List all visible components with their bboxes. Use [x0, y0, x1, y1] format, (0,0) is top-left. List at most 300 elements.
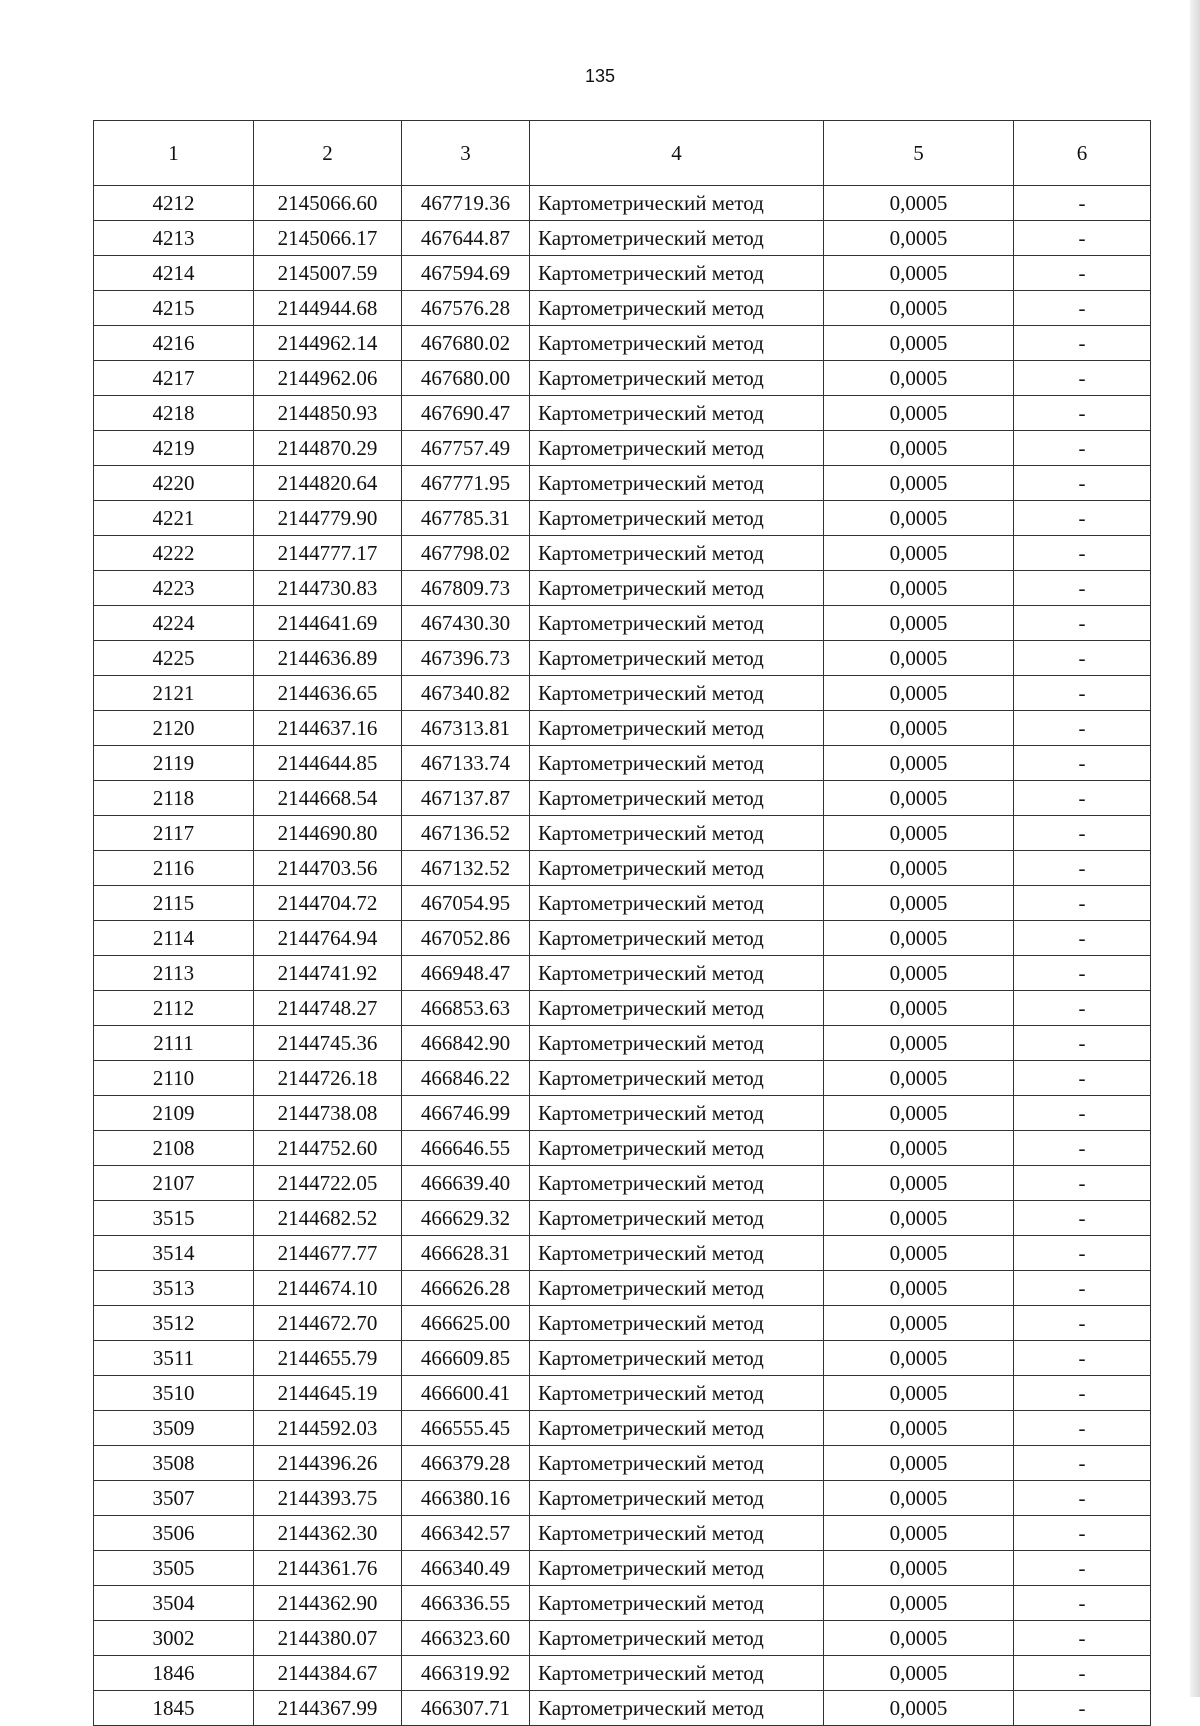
- x-coordinate-cell: 2144722.05: [254, 1166, 402, 1201]
- point-number-cell: 2112: [94, 991, 254, 1026]
- accuracy-cell: 0,0005: [824, 641, 1014, 676]
- accuracy-cell: 0,0005: [824, 781, 1014, 816]
- column-header-2: 2: [254, 121, 402, 186]
- accuracy-cell: 0,0005: [824, 1586, 1014, 1621]
- point-number-cell: 4222: [94, 536, 254, 571]
- method-cell: Картометрический метод: [530, 1061, 824, 1096]
- x-coordinate-cell: 2144703.56: [254, 851, 402, 886]
- point-number-cell: 4218: [94, 396, 254, 431]
- point-number-cell: 3505: [94, 1551, 254, 1586]
- accuracy-cell: 0,0005: [824, 851, 1014, 886]
- table-row: [94, 1236, 1151, 1271]
- accuracy-cell: 0,0005: [824, 746, 1014, 781]
- method-cell: Картометрический метод: [530, 1096, 824, 1131]
- y-coordinate-cell: 466379.28: [402, 1446, 530, 1481]
- x-coordinate-cell: 2144745.36: [254, 1026, 402, 1061]
- table-row: [94, 991, 1151, 1026]
- table-row: [94, 536, 1151, 571]
- x-coordinate-cell: 2144850.93: [254, 396, 402, 431]
- note-cell: -: [1014, 991, 1151, 1026]
- note-cell: -: [1014, 501, 1151, 536]
- note-cell: -: [1014, 1096, 1151, 1131]
- column-header-1: 1: [94, 121, 254, 186]
- note-cell: -: [1014, 1376, 1151, 1411]
- note-cell: -: [1014, 1341, 1151, 1376]
- x-coordinate-cell: 2144637.16: [254, 711, 402, 746]
- table-row: [94, 1411, 1151, 1446]
- x-coordinate-cell: 2144752.60: [254, 1131, 402, 1166]
- y-coordinate-cell: 466625.00: [402, 1306, 530, 1341]
- y-coordinate-cell: 467798.02: [402, 536, 530, 571]
- table-row: [94, 291, 1151, 326]
- method-cell: Картометрический метод: [530, 1691, 824, 1726]
- method-cell: Картометрический метод: [530, 711, 824, 746]
- table-row: [94, 1026, 1151, 1061]
- x-coordinate-cell: 2145066.17: [254, 221, 402, 256]
- point-number-cell: 1845: [94, 1691, 254, 1726]
- x-coordinate-cell: 2144677.77: [254, 1236, 402, 1271]
- x-coordinate-cell: 2144668.54: [254, 781, 402, 816]
- x-coordinate-cell: 2144384.67: [254, 1656, 402, 1691]
- accuracy-cell: 0,0005: [824, 1026, 1014, 1061]
- method-cell: Картометрический метод: [530, 361, 824, 396]
- accuracy-cell: 0,0005: [824, 606, 1014, 641]
- point-number-cell: 2110: [94, 1061, 254, 1096]
- method-cell: Картометрический метод: [530, 1551, 824, 1586]
- x-coordinate-cell: 2144779.90: [254, 501, 402, 536]
- accuracy-cell: 0,0005: [824, 1096, 1014, 1131]
- point-number-cell: 3514: [94, 1236, 254, 1271]
- x-coordinate-cell: 2144682.52: [254, 1201, 402, 1236]
- accuracy-cell: 0,0005: [824, 326, 1014, 361]
- x-coordinate-cell: 2144820.64: [254, 466, 402, 501]
- method-cell: Картометрический метод: [530, 746, 824, 781]
- point-number-cell: 2121: [94, 676, 254, 711]
- table-row: [94, 466, 1151, 501]
- point-number-cell: 4216: [94, 326, 254, 361]
- y-coordinate-cell: 467313.81: [402, 711, 530, 746]
- accuracy-cell: 0,0005: [824, 1446, 1014, 1481]
- scan-edge: [1190, 0, 1200, 1697]
- method-cell: Картометрический метод: [530, 1201, 824, 1236]
- table-row: [94, 221, 1151, 256]
- table-row: [94, 746, 1151, 781]
- table-row: [94, 1656, 1151, 1691]
- y-coordinate-cell: 467785.31: [402, 501, 530, 536]
- point-number-cell: 4224: [94, 606, 254, 641]
- table-row: [94, 1166, 1151, 1201]
- x-coordinate-cell: 2144674.10: [254, 1271, 402, 1306]
- x-coordinate-cell: 2144672.70: [254, 1306, 402, 1341]
- method-cell: Картометрический метод: [530, 641, 824, 676]
- note-cell: -: [1014, 781, 1151, 816]
- accuracy-cell: 0,0005: [824, 361, 1014, 396]
- table-row: [94, 186, 1151, 221]
- y-coordinate-cell: 467137.87: [402, 781, 530, 816]
- note-cell: -: [1014, 431, 1151, 466]
- method-cell: Картометрический метод: [530, 886, 824, 921]
- method-cell: Картометрический метод: [530, 431, 824, 466]
- accuracy-cell: 0,0005: [824, 396, 1014, 431]
- note-cell: -: [1014, 1061, 1151, 1096]
- y-coordinate-cell: 467690.47: [402, 396, 530, 431]
- note-cell: -: [1014, 746, 1151, 781]
- table-row: [94, 326, 1151, 361]
- x-coordinate-cell: 2144592.03: [254, 1411, 402, 1446]
- y-coordinate-cell: 466555.45: [402, 1411, 530, 1446]
- y-coordinate-cell: 466639.40: [402, 1166, 530, 1201]
- note-cell: -: [1014, 886, 1151, 921]
- point-number-cell: 4212: [94, 186, 254, 221]
- table-row: [94, 816, 1151, 851]
- y-coordinate-cell: 467644.87: [402, 221, 530, 256]
- y-coordinate-cell: 467340.82: [402, 676, 530, 711]
- y-coordinate-cell: 467771.95: [402, 466, 530, 501]
- table-row: [94, 1446, 1151, 1481]
- method-cell: Картометрический метод: [530, 1236, 824, 1271]
- accuracy-cell: 0,0005: [824, 1481, 1014, 1516]
- note-cell: -: [1014, 606, 1151, 641]
- point-number-cell: 1846: [94, 1656, 254, 1691]
- x-coordinate-cell: 2144704.72: [254, 886, 402, 921]
- column-header-3: 3: [402, 121, 530, 186]
- table-row: [94, 361, 1151, 396]
- point-number-cell: 4221: [94, 501, 254, 536]
- table-row: [94, 1551, 1151, 1586]
- note-cell: -: [1014, 1446, 1151, 1481]
- note-cell: -: [1014, 1621, 1151, 1656]
- x-coordinate-cell: 2144777.17: [254, 536, 402, 571]
- note-cell: -: [1014, 1411, 1151, 1446]
- y-coordinate-cell: 467136.52: [402, 816, 530, 851]
- method-cell: Картометрический метод: [530, 466, 824, 501]
- x-coordinate-cell: 2144738.08: [254, 1096, 402, 1131]
- point-number-cell: 2109: [94, 1096, 254, 1131]
- accuracy-cell: 0,0005: [824, 291, 1014, 326]
- x-coordinate-cell: 2144962.14: [254, 326, 402, 361]
- method-cell: Картометрический метод: [530, 676, 824, 711]
- method-cell: Картометрический метод: [530, 921, 824, 956]
- point-number-cell: 4223: [94, 571, 254, 606]
- x-coordinate-cell: 2144644.85: [254, 746, 402, 781]
- note-cell: -: [1014, 186, 1151, 221]
- note-cell: -: [1014, 711, 1151, 746]
- method-cell: Картометрический метод: [530, 991, 824, 1026]
- accuracy-cell: 0,0005: [824, 991, 1014, 1026]
- point-number-cell: 4214: [94, 256, 254, 291]
- y-coordinate-cell: 466842.90: [402, 1026, 530, 1061]
- table-row: [94, 1096, 1151, 1131]
- accuracy-cell: 0,0005: [824, 956, 1014, 991]
- table-row: [94, 1341, 1151, 1376]
- note-cell: -: [1014, 641, 1151, 676]
- y-coordinate-cell: 467594.69: [402, 256, 530, 291]
- method-cell: Картометрический метод: [530, 1166, 824, 1201]
- y-coordinate-cell: 467430.30: [402, 606, 530, 641]
- point-number-cell: 2111: [94, 1026, 254, 1061]
- table-row: [94, 676, 1151, 711]
- x-coordinate-cell: 2144362.90: [254, 1586, 402, 1621]
- table-row: [94, 711, 1151, 746]
- accuracy-cell: 0,0005: [824, 1376, 1014, 1411]
- point-number-cell: 3002: [94, 1621, 254, 1656]
- table-row: [94, 956, 1151, 991]
- accuracy-cell: 0,0005: [824, 1551, 1014, 1586]
- note-cell: -: [1014, 921, 1151, 956]
- point-number-cell: 4220: [94, 466, 254, 501]
- y-coordinate-cell: 467132.52: [402, 851, 530, 886]
- y-coordinate-cell: 467396.73: [402, 641, 530, 676]
- table-row: [94, 396, 1151, 431]
- method-cell: Картометрический метод: [530, 1306, 824, 1341]
- method-cell: Картометрический метод: [530, 956, 824, 991]
- y-coordinate-cell: 466948.47: [402, 956, 530, 991]
- point-number-cell: 3507: [94, 1481, 254, 1516]
- method-cell: Картометрический метод: [530, 1516, 824, 1551]
- note-cell: -: [1014, 1586, 1151, 1621]
- x-coordinate-cell: 2144690.80: [254, 816, 402, 851]
- y-coordinate-cell: 466323.60: [402, 1621, 530, 1656]
- point-number-cell: 4215: [94, 291, 254, 326]
- point-number-cell: 2119: [94, 746, 254, 781]
- y-coordinate-cell: 467054.95: [402, 886, 530, 921]
- note-cell: -: [1014, 816, 1151, 851]
- table-row: [94, 1481, 1151, 1516]
- table-row: [94, 781, 1151, 816]
- point-number-cell: 2120: [94, 711, 254, 746]
- accuracy-cell: 0,0005: [824, 571, 1014, 606]
- y-coordinate-cell: 466342.57: [402, 1516, 530, 1551]
- y-coordinate-cell: 466307.71: [402, 1691, 530, 1726]
- table-row: [94, 1621, 1151, 1656]
- x-coordinate-cell: 2145007.59: [254, 256, 402, 291]
- y-coordinate-cell: 466629.32: [402, 1201, 530, 1236]
- accuracy-cell: 0,0005: [824, 1516, 1014, 1551]
- table-row: [94, 256, 1151, 291]
- method-cell: Картометрический метод: [530, 851, 824, 886]
- x-coordinate-cell: 2144748.27: [254, 991, 402, 1026]
- accuracy-cell: 0,0005: [824, 186, 1014, 221]
- table-row: [94, 1376, 1151, 1411]
- method-cell: Картометрический метод: [530, 291, 824, 326]
- accuracy-cell: 0,0005: [824, 1236, 1014, 1271]
- note-cell: -: [1014, 1306, 1151, 1341]
- method-cell: Картометрический метод: [530, 606, 824, 641]
- point-number-cell: 2117: [94, 816, 254, 851]
- accuracy-cell: 0,0005: [824, 921, 1014, 956]
- method-cell: Картометрический метод: [530, 396, 824, 431]
- table-row: [94, 1516, 1151, 1551]
- x-coordinate-cell: 2144944.68: [254, 291, 402, 326]
- x-coordinate-cell: 2144367.99: [254, 1691, 402, 1726]
- point-number-cell: 3515: [94, 1201, 254, 1236]
- x-coordinate-cell: 2144641.69: [254, 606, 402, 641]
- method-cell: Картометрический метод: [530, 256, 824, 291]
- note-cell: -: [1014, 221, 1151, 256]
- x-coordinate-cell: 2144962.06: [254, 361, 402, 396]
- x-coordinate-cell: 2144362.30: [254, 1516, 402, 1551]
- point-number-cell: 4217: [94, 361, 254, 396]
- accuracy-cell: 0,0005: [824, 431, 1014, 466]
- accuracy-cell: 0,0005: [824, 1061, 1014, 1096]
- note-cell: -: [1014, 536, 1151, 571]
- accuracy-cell: 0,0005: [824, 1341, 1014, 1376]
- point-number-cell: 3504: [94, 1586, 254, 1621]
- point-number-cell: 4219: [94, 431, 254, 466]
- point-number-cell: 3510: [94, 1376, 254, 1411]
- x-coordinate-cell: 2144361.76: [254, 1551, 402, 1586]
- y-coordinate-cell: 466600.41: [402, 1376, 530, 1411]
- note-cell: -: [1014, 1481, 1151, 1516]
- method-cell: Картометрический метод: [530, 501, 824, 536]
- note-cell: -: [1014, 851, 1151, 886]
- table-row: [94, 1691, 1151, 1726]
- x-coordinate-cell: 2144380.07: [254, 1621, 402, 1656]
- point-number-cell: 3506: [94, 1516, 254, 1551]
- accuracy-cell: 0,0005: [824, 1306, 1014, 1341]
- y-coordinate-cell: 467809.73: [402, 571, 530, 606]
- point-number-cell: 2115: [94, 886, 254, 921]
- y-coordinate-cell: 466626.28: [402, 1271, 530, 1306]
- method-cell: Картометрический метод: [530, 1446, 824, 1481]
- table-body: [94, 186, 1151, 1726]
- y-coordinate-cell: 466746.99: [402, 1096, 530, 1131]
- note-cell: -: [1014, 1551, 1151, 1586]
- method-cell: Картометрический метод: [530, 571, 824, 606]
- table-row: [94, 1201, 1151, 1236]
- header-row: [94, 121, 1151, 186]
- method-cell: Картометрический метод: [530, 1376, 824, 1411]
- point-number-cell: 2116: [94, 851, 254, 886]
- accuracy-cell: 0,0005: [824, 536, 1014, 571]
- x-coordinate-cell: 2144396.26: [254, 1446, 402, 1481]
- table-row: [94, 921, 1151, 956]
- method-cell: Картометрический метод: [530, 1621, 824, 1656]
- point-number-cell: 4213: [94, 221, 254, 256]
- x-coordinate-cell: 2144764.94: [254, 921, 402, 956]
- note-cell: -: [1014, 1026, 1151, 1061]
- accuracy-cell: 0,0005: [824, 676, 1014, 711]
- method-cell: Картометрический метод: [530, 1411, 824, 1446]
- note-cell: -: [1014, 291, 1151, 326]
- x-coordinate-cell: 2144741.92: [254, 956, 402, 991]
- y-coordinate-cell: 467757.49: [402, 431, 530, 466]
- note-cell: -: [1014, 466, 1151, 501]
- x-coordinate-cell: 2144726.18: [254, 1061, 402, 1096]
- y-coordinate-cell: 467719.36: [402, 186, 530, 221]
- y-coordinate-cell: 467680.00: [402, 361, 530, 396]
- x-coordinate-cell: 2144730.83: [254, 571, 402, 606]
- x-coordinate-cell: 2144870.29: [254, 431, 402, 466]
- point-number-cell: 2107: [94, 1166, 254, 1201]
- x-coordinate-cell: 2144393.75: [254, 1481, 402, 1516]
- y-coordinate-cell: 466319.92: [402, 1656, 530, 1691]
- table-row: [94, 431, 1151, 466]
- table-row: [94, 1306, 1151, 1341]
- method-cell: Картометрический метод: [530, 1656, 824, 1691]
- note-cell: -: [1014, 396, 1151, 431]
- accuracy-cell: 0,0005: [824, 711, 1014, 746]
- note-cell: -: [1014, 676, 1151, 711]
- method-cell: Картометрический метод: [530, 536, 824, 571]
- table-row: [94, 1131, 1151, 1166]
- point-number-cell: 2108: [94, 1131, 254, 1166]
- x-coordinate-cell: 2144655.79: [254, 1341, 402, 1376]
- point-number-cell: 3508: [94, 1446, 254, 1481]
- accuracy-cell: 0,0005: [824, 1166, 1014, 1201]
- page-number: 135: [584, 66, 616, 86]
- y-coordinate-cell: 466340.49: [402, 1551, 530, 1586]
- x-coordinate-cell: 2145066.60: [254, 186, 402, 221]
- note-cell: -: [1014, 256, 1151, 291]
- y-coordinate-cell: 467133.74: [402, 746, 530, 781]
- y-coordinate-cell: 466853.63: [402, 991, 530, 1026]
- accuracy-cell: 0,0005: [824, 501, 1014, 536]
- point-number-cell: 3513: [94, 1271, 254, 1306]
- note-cell: -: [1014, 571, 1151, 606]
- note-cell: -: [1014, 361, 1151, 396]
- method-cell: Картометрический метод: [530, 221, 824, 256]
- y-coordinate-cell: 466380.16: [402, 1481, 530, 1516]
- coordinates-table: [93, 120, 1151, 1726]
- note-cell: -: [1014, 956, 1151, 991]
- table-row: [94, 501, 1151, 536]
- note-cell: -: [1014, 1271, 1151, 1306]
- note-cell: -: [1014, 326, 1151, 361]
- accuracy-cell: 0,0005: [824, 886, 1014, 921]
- accuracy-cell: 0,0005: [824, 1201, 1014, 1236]
- point-number-cell: 2113: [94, 956, 254, 991]
- table-row: [94, 886, 1151, 921]
- method-cell: Картометрический метод: [530, 326, 824, 361]
- method-cell: Картометрический метод: [530, 1131, 824, 1166]
- y-coordinate-cell: 466628.31: [402, 1236, 530, 1271]
- accuracy-cell: 0,0005: [824, 1131, 1014, 1166]
- y-coordinate-cell: 467576.28: [402, 291, 530, 326]
- column-header-5: 5: [824, 121, 1014, 186]
- accuracy-cell: 0,0005: [824, 1411, 1014, 1446]
- method-cell: Картометрический метод: [530, 1026, 824, 1061]
- x-coordinate-cell: 2144636.65: [254, 676, 402, 711]
- accuracy-cell: 0,0005: [824, 1691, 1014, 1726]
- point-number-cell: 3511: [94, 1341, 254, 1376]
- note-cell: -: [1014, 1166, 1151, 1201]
- column-header-4: 4: [530, 121, 824, 186]
- y-coordinate-cell: 466646.55: [402, 1131, 530, 1166]
- column-header-6: 6: [1014, 121, 1151, 186]
- table-row: [94, 641, 1151, 676]
- x-coordinate-cell: 2144645.19: [254, 1376, 402, 1411]
- accuracy-cell: 0,0005: [824, 221, 1014, 256]
- y-coordinate-cell: 466609.85: [402, 1341, 530, 1376]
- note-cell: -: [1014, 1201, 1151, 1236]
- point-number-cell: 3512: [94, 1306, 254, 1341]
- accuracy-cell: 0,0005: [824, 466, 1014, 501]
- method-cell: Картометрический метод: [530, 1481, 824, 1516]
- table-row: [94, 1271, 1151, 1306]
- y-coordinate-cell: 467052.86: [402, 921, 530, 956]
- table-row: [94, 571, 1151, 606]
- accuracy-cell: 0,0005: [824, 1271, 1014, 1306]
- note-cell: -: [1014, 1131, 1151, 1166]
- method-cell: Картометрический метод: [530, 1341, 824, 1376]
- note-cell: -: [1014, 1691, 1151, 1726]
- y-coordinate-cell: 466846.22: [402, 1061, 530, 1096]
- x-coordinate-cell: 2144636.89: [254, 641, 402, 676]
- note-cell: -: [1014, 1656, 1151, 1691]
- y-coordinate-cell: 467680.02: [402, 326, 530, 361]
- method-cell: Картометрический метод: [530, 1586, 824, 1621]
